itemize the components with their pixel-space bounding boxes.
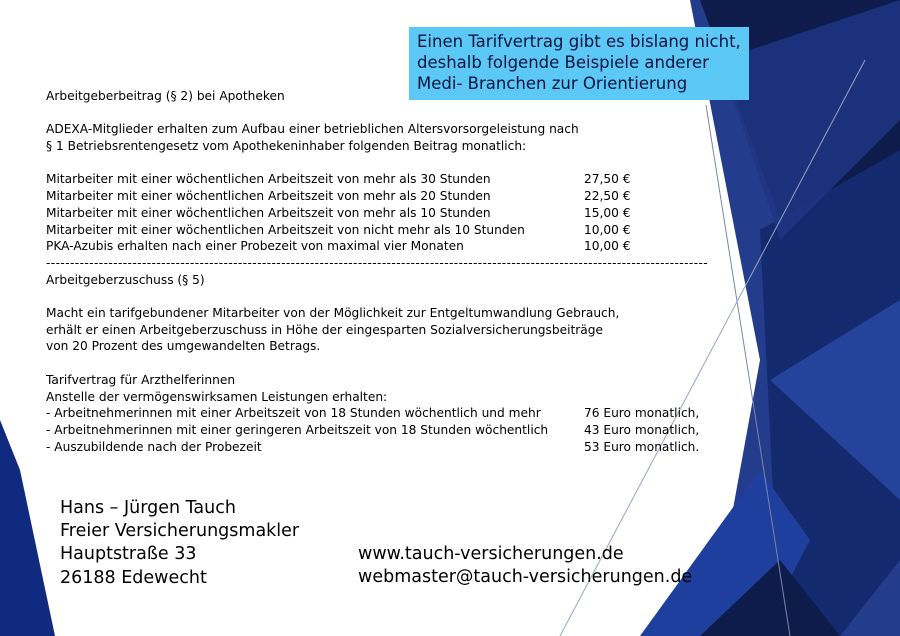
contact-address (60, 497, 299, 590)
row-amount: 43 Euro monatlich, (584, 422, 700, 437)
row-amount: 22,50 € (584, 189, 631, 204)
contribution-row (46, 205, 736, 222)
section-title-zuschuss: Arbeitgeberzuschuss (§ 5) (46, 272, 205, 287)
row-label: - Arbeitnehmerinnen mit einer Arbeitszeit von 18 Stunden wöchentlich und mehr (46, 406, 541, 421)
row-amount: 10,00 € (584, 222, 631, 237)
row-amount: 15,00 € (584, 205, 631, 220)
document-body (46, 88, 736, 455)
benefit-row (46, 422, 736, 439)
intro-line: § 1 Betriebsrentengesetz vom Apothekeninhaber folgenden Beitrag monatlich: (46, 139, 527, 154)
callout-line: Einen Tarifvertrag gibt es bislang nicht, (417, 32, 741, 51)
row-amount: 53 Euro monatlich. (584, 439, 700, 454)
paragraph-line: Macht ein tarifgebundener Mitarbeiter von der Möglichkeit zur Entgeltumwandlung Gebrauch, (46, 306, 620, 321)
row-label: Mitarbeiter mit einer wöchentlichen Arbeitszeit von mehr als 30 Stunden (46, 172, 491, 187)
row-label: - Arbeitnehmerinnen mit einer geringeren Arbeitszeit von 18 Stunden wöchentlich (46, 422, 549, 437)
intro-line: ADEXA-Mitglieder erhalten zum Aufbau einer betrieblichen Altersvorsorgeleistung nach (46, 122, 579, 137)
row-amount: 10,00 € (584, 239, 631, 254)
benefit-row (46, 439, 736, 456)
contact-city: 26188 Edewecht (60, 567, 207, 588)
contribution-row (46, 171, 736, 188)
website-link[interactable]: www.tauch-versicherungen.de (358, 544, 624, 564)
email-link[interactable]: webmaster@tauch-versicherungen.de (358, 567, 693, 588)
row-label: Mitarbeiter mit einer wöchentlichen Arbeitszeit von mehr als 10 Stunden (46, 205, 491, 220)
contact-name: Hans – Jürgen Tauch (60, 498, 236, 518)
row-label: Mitarbeiter mit einer wöchentlichen Arbeitszeit von nicht mehr als 10 Stunden (46, 222, 525, 237)
section-title-apotheken: Arbeitgeberbeitrag (§ 2) bei Apotheken (46, 89, 285, 103)
contribution-row (46, 222, 736, 239)
contact-street: Hauptstraße 33 (60, 544, 197, 565)
section-title-arzthelferinnen: Tarifvertrag für Arzthelferinnen (46, 372, 236, 387)
row-label: PKA-Azubis erhalten nach einer Probezeit von maximal vier Monaten (46, 239, 464, 254)
contribution-row (46, 188, 736, 205)
row-amount: 76 Euro monatlich, (584, 406, 700, 421)
row-amount: 27,50 € (584, 172, 631, 187)
row-label: Mitarbeiter mit einer wöchentlichen Arbeitszeit von mehr als 20 Stunden (46, 189, 491, 204)
paragraph-line: von 20 Prozent des umgewandelten Betrags. (46, 339, 321, 354)
contact-role: Freier Versicherungsmakler (60, 521, 300, 542)
callout-line: Medi- Branchen zur Orientierung (417, 74, 688, 93)
benefit-row (46, 405, 736, 422)
row-label: - Auszubildende nach der Probezeit (46, 439, 262, 454)
intro-line: Anstelle der vermögenswirksamen Leistungen erhalten: (46, 389, 388, 404)
separator-line: ------------------------------------------------------------------------------------------------------------------------------------------ (46, 255, 709, 270)
callout-line: deshalb folgende Beispiele anderer (417, 53, 709, 72)
contribution-row (46, 238, 736, 255)
contact-online (358, 543, 692, 589)
paragraph-line: erhält er einen Arbeitgeberzuschuss in Höhe der eingesparten Sozialversicherungsbeiträge (46, 322, 604, 337)
